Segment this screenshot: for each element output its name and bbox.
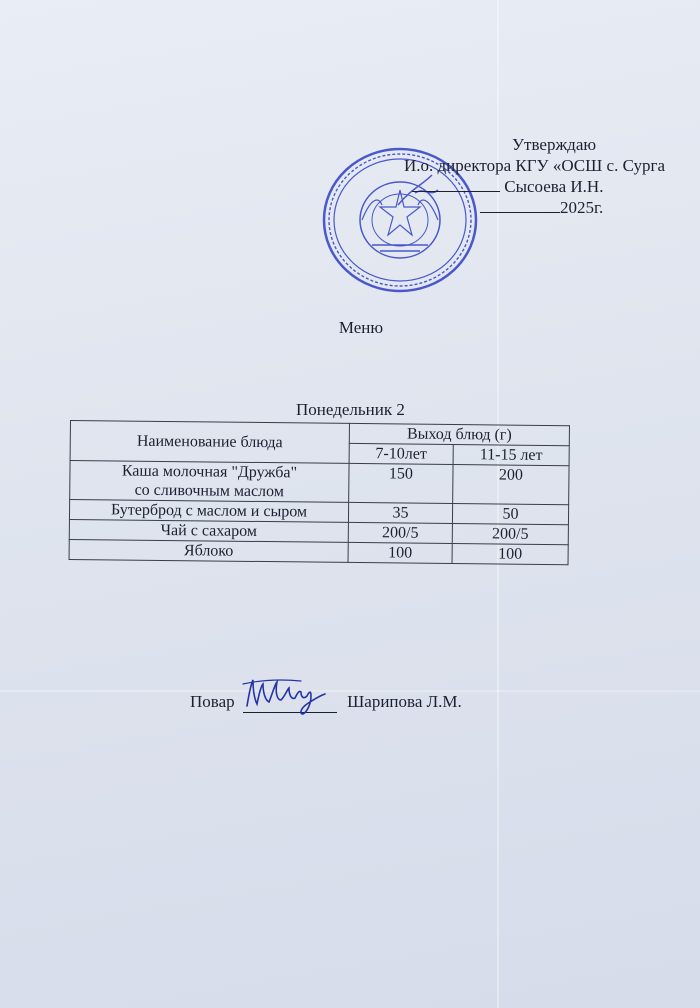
header-dish-name: Наименование блюда: [70, 421, 349, 464]
approval-title: Утверждаю: [512, 135, 597, 154]
menu-table: [69, 420, 570, 565]
table-header-row: [70, 421, 569, 446]
approval-year: 2025г.: [560, 198, 604, 217]
signature-line: [412, 177, 500, 192]
portion-junior: 100: [348, 542, 452, 563]
handwritten-signature-icon: [241, 670, 341, 718]
portion-junior: 35: [348, 502, 452, 523]
approval-organization: директора КГУ «ОСШ с. Сурга: [437, 156, 666, 175]
portion-senior: 100: [452, 544, 568, 565]
approval-date: [400, 197, 700, 218]
dish-name: Бутерброд с маслом и сыром: [69, 500, 348, 523]
page-title: Меню: [338, 318, 384, 337]
approval-position: [400, 155, 700, 176]
portion-senior: 50: [452, 504, 568, 525]
header-age-group: 7-10лет: [349, 443, 453, 464]
cook-name: Шарипова Л.М.: [347, 692, 462, 711]
table-row: [70, 461, 569, 505]
portion-junior: 150: [349, 463, 453, 503]
cook-signature-block: [190, 690, 462, 713]
signature-line: [243, 690, 337, 713]
cook-label: Повар: [190, 692, 235, 711]
day-title: Понедельник 2: [296, 400, 405, 419]
dish-name: Каша молочная "Дружба" со сливочным маслом: [70, 461, 349, 503]
header-age-group: 11-15 лет: [453, 445, 569, 466]
portion-senior: 200/5: [452, 524, 568, 545]
director-name: Сысоева И.Н.: [504, 177, 604, 196]
header-output: Выход блюд (г): [349, 423, 569, 445]
portion-senior: 200: [453, 465, 569, 505]
approval-block: [400, 134, 700, 218]
dish-name: Яблоко: [69, 539, 348, 562]
date-line: [480, 198, 560, 213]
portion-junior: 200/5: [348, 522, 452, 543]
approval-director: [400, 176, 700, 197]
dish-name: Чай с сахаром: [69, 519, 348, 542]
approval-prefix: И.о.: [404, 156, 434, 175]
